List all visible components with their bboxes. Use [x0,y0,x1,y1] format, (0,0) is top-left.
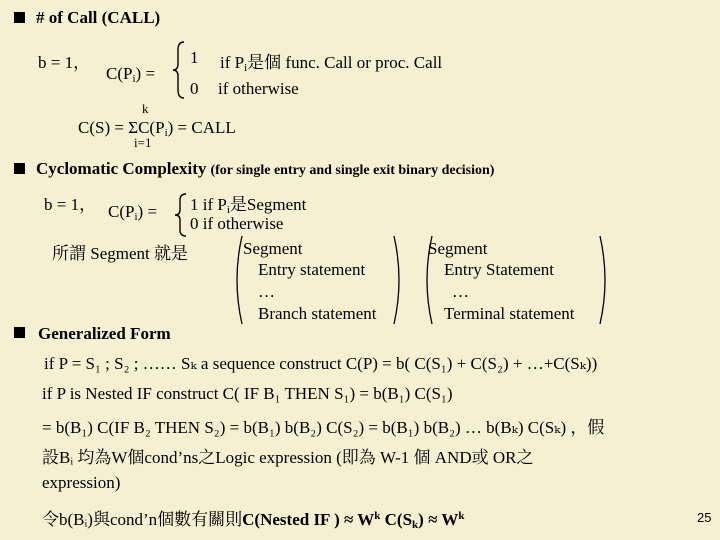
s3-line-6-c: C(S [380,510,413,529]
s1-case1-sub: i [244,62,248,74]
s1-case2-val: 0 [190,79,199,98]
s3-line-6-b: C(Nested IF ) ≈ W [242,510,375,529]
seg-b-line-3: … [452,282,469,301]
s2-cp-lhs: C(P [108,202,135,221]
s3-line-2: if P is Nested IF construct C( IF B₁ THEN S₁) = b(B₁) C(S₁) [42,384,453,403]
s3-line-6-a: 令b(Bᵢ)與cond’n個數有關則 [42,510,243,529]
s2-case1-b: 是Segment [229,195,307,214]
section1-title: # of Call (CALL) [36,8,161,27]
s2-segment-intro: 所謂 Segment 就是 [52,244,188,263]
seg-a-right-paren [392,234,406,326]
section2-title: Cyclomatic Complexity [36,159,207,178]
s1-case2-text: if otherwise [218,79,299,98]
s1-sum-sub: i [164,127,168,139]
section2-heading [36,159,494,179]
s1-sum-a: C(S) = ΣC(P [78,118,165,137]
s3-line-5: expression) [42,473,121,492]
bullet-3 [14,327,25,338]
s3-line-1: if P = S₁ ; S₂ ; …… Sₖ a sequence construct C(P) = b( C(S₁) + C(S₂) + …+C(Sₖ)) [44,354,598,373]
s1-case1-a: if P [220,53,245,72]
s2-case1 [190,190,306,216]
seg-b-line-1: Segment [428,239,488,258]
section2-title-note: (for single entry and single exit binary decision) [210,163,495,178]
s1-brace [172,40,186,100]
s3-line-4: 設Bᵢ 均為W個cond’ns之Logic expression (即為 W-1 個 AND或 OR之 [42,448,534,467]
s2-b-eq: b = 1， [44,195,97,214]
s3-line-6-sup2: k [458,510,465,522]
s1-case1-val: 1 [190,48,199,67]
s3-line-6-d: ) ≈ W [418,510,459,529]
s3-line-6 [42,505,464,531]
s1-cp-def [106,64,155,85]
s1-sum-b: ) = CALL [167,118,236,137]
s2-case1-a: 1 if P [190,195,227,214]
s1-sum-top: k [142,101,149,116]
seg-a-line-3: … [258,282,275,301]
s1-sum-bottom: i=1 [134,135,152,150]
s1-cp-lhs: C(P [106,64,133,83]
seg-a-line-1: Segment [243,239,303,258]
seg-b-line-4: Terminal statement [444,304,575,323]
s3-line-3: = b(B₁) C(IF B₂ THEN S₂) = b(B₁) b(B₂) C(S₂) = b(B₁) b(B₂) … b(Bₖ) C(Sₖ) ，假 [42,418,605,437]
section3-title: Generalized Form [38,324,171,343]
seg-b-line-2: Entry Statement [444,260,555,279]
bullet-1 [14,12,25,23]
bullet-2 [14,163,25,174]
s1-b-eq: b = 1， [38,53,91,72]
s1-case1-text [220,48,442,74]
s3-line-6-sup1: k [374,510,381,522]
s2-cp-def [108,202,157,223]
s2-case2: 0 if otherwise [190,214,284,233]
s1-case1-b: 是個 func. Call or proc. Call [247,53,443,72]
s2-case1-sub: i [226,204,230,216]
s2-brace [174,192,188,238]
s2-cp-rhs: ) = [137,202,158,221]
s1-cp-sub: i [132,73,136,85]
seg-a-line-4: Branch statement [258,304,377,323]
s2-cp-sub: i [134,211,138,223]
seg-a-left-paren [230,234,244,326]
seg-b-right-paren [598,234,612,326]
s1-cp-rhs: ) = [135,64,156,83]
s1-sum-main [78,118,236,139]
s3-line-6-sub: k [412,519,419,531]
page-number: 25 [697,510,712,525]
seg-a-line-2: Entry statement [258,260,366,279]
